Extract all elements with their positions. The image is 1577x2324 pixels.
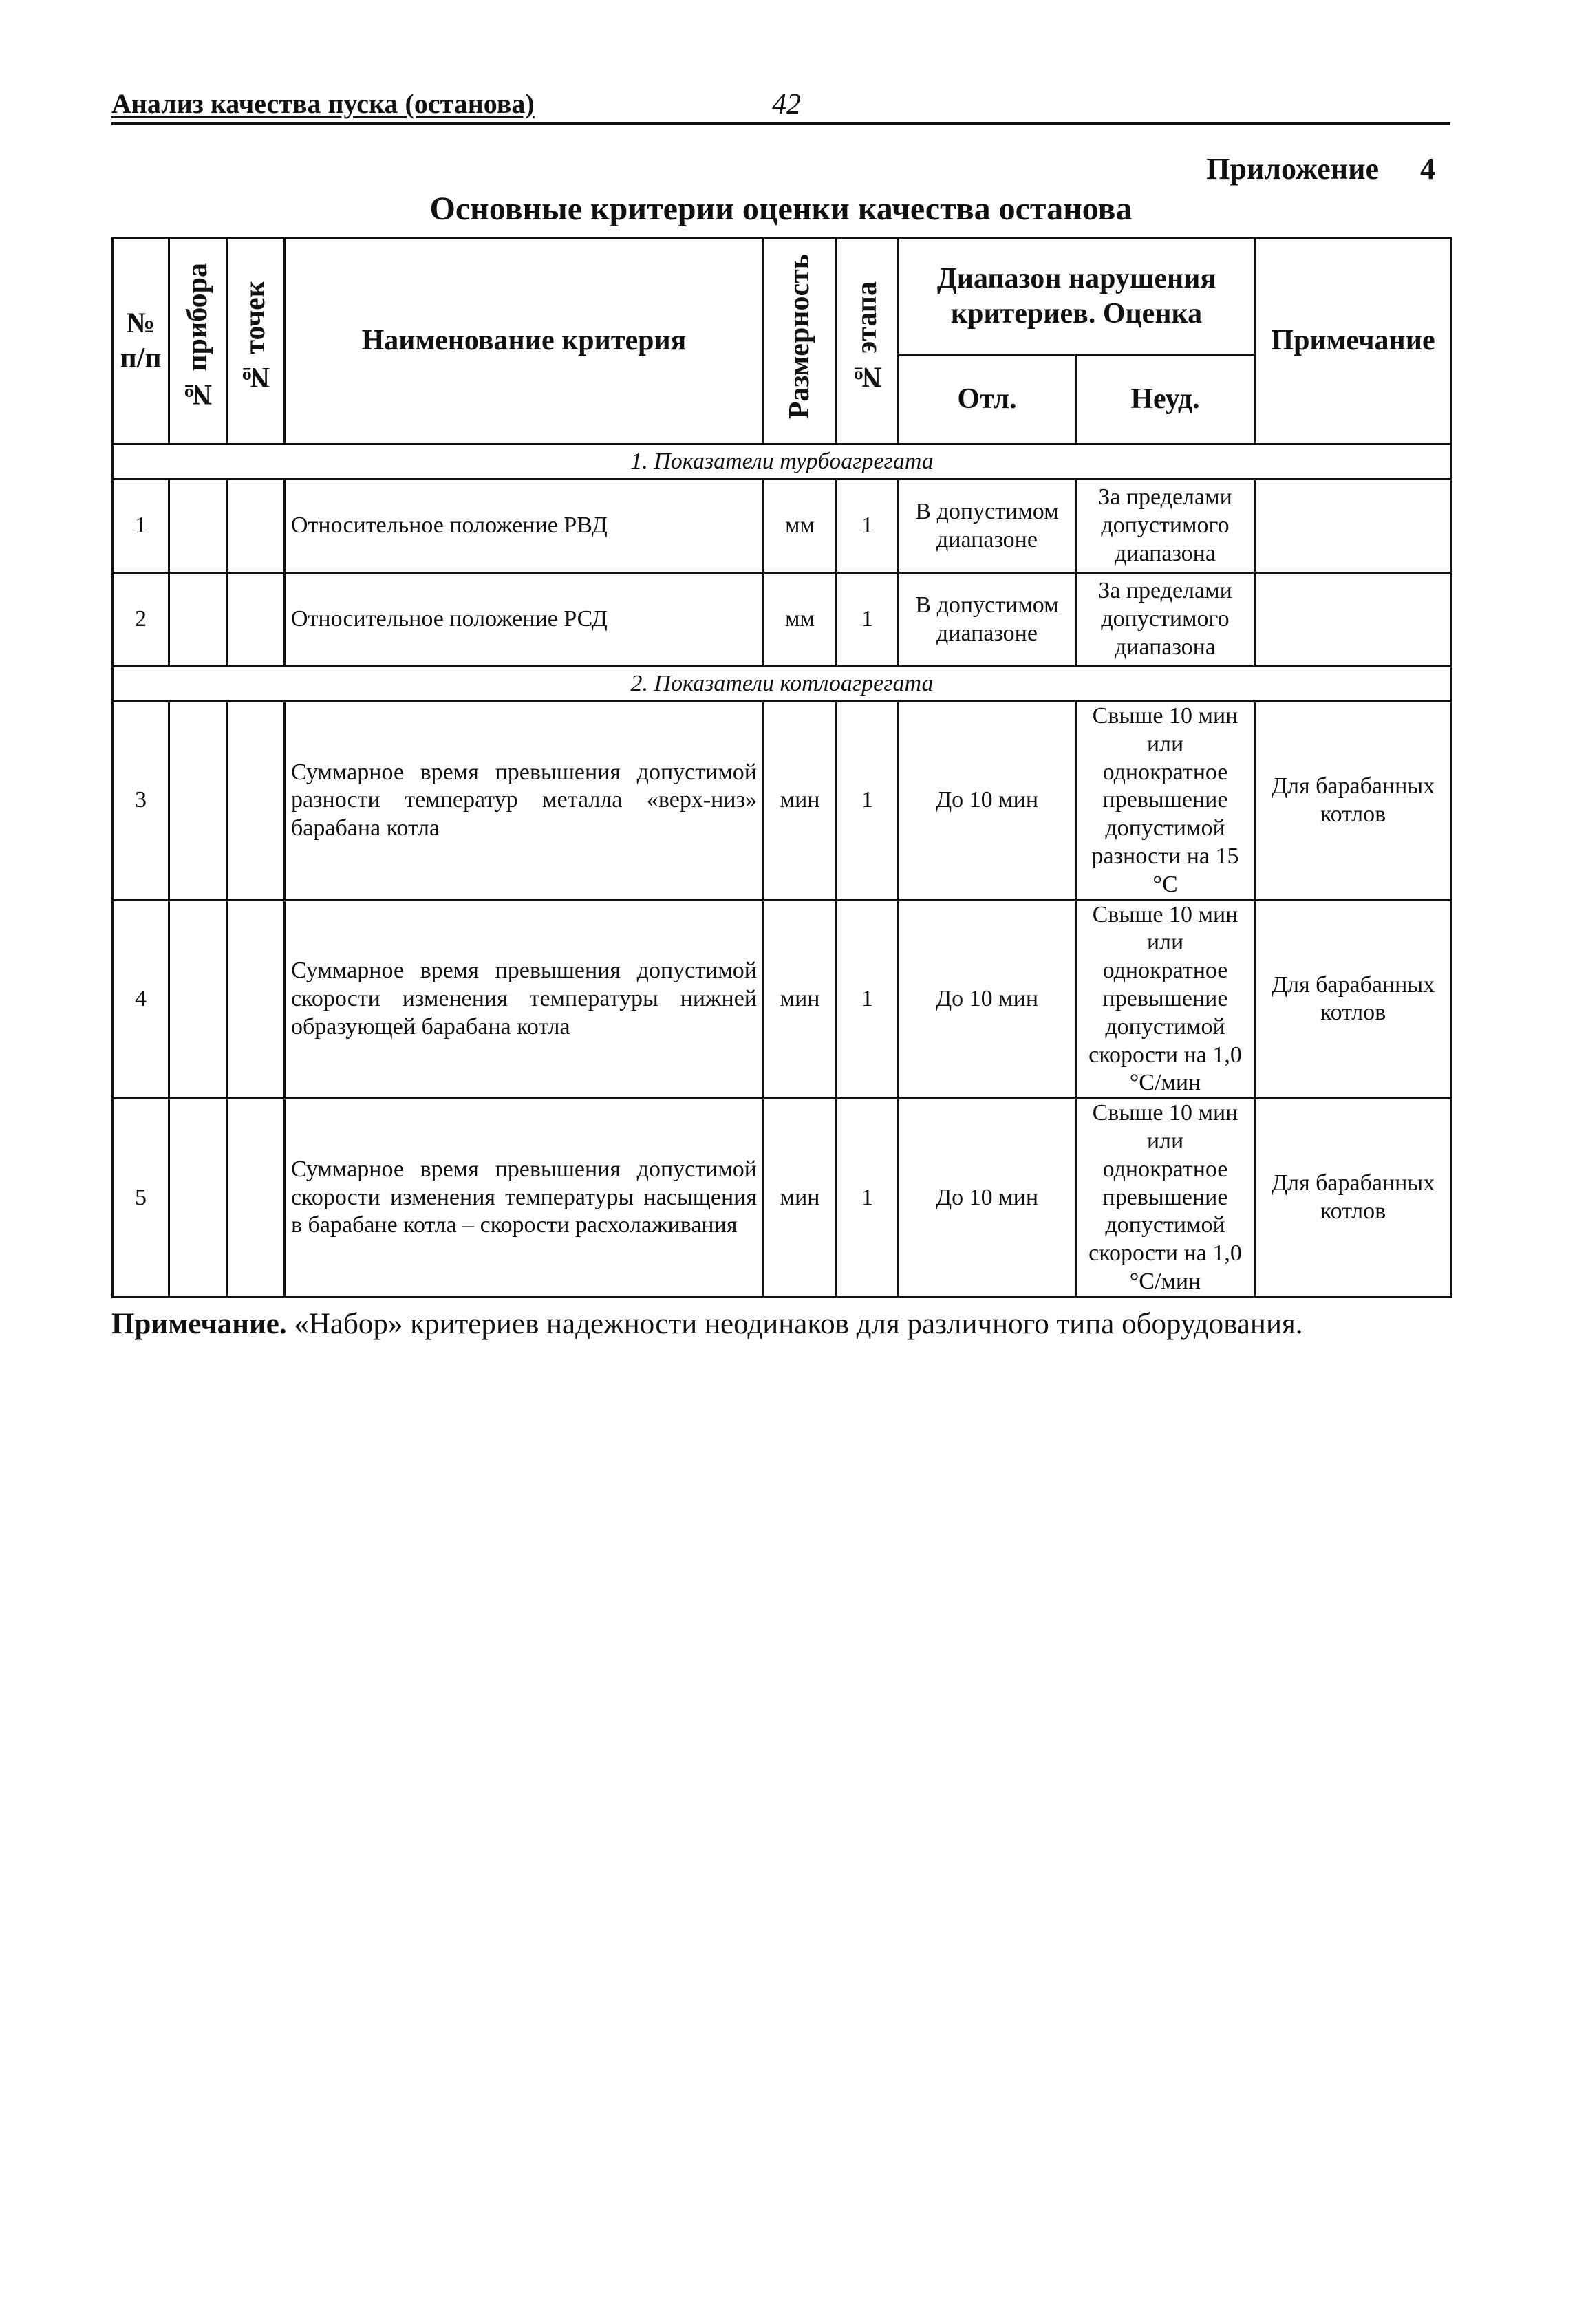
cell-name: Суммарное время превышения допустимой скорости изменения температуры насыщения в барабане котла – скорости расхолаживания <box>285 1099 764 1298</box>
running-title: Анализ качества пуска (останова) <box>111 88 535 119</box>
section-row <box>113 667 1452 702</box>
header-unsatisfactory: Неуд. <box>1076 355 1255 444</box>
cell-unsatisfactory: Свыше 10 мин или однократное превышение допустимой скорости на 1,0 °С/мин <box>1076 1099 1255 1298</box>
cell-stage: 1 <box>837 900 899 1099</box>
cell-stage: 1 <box>837 1099 899 1298</box>
cell-unit: мм <box>764 573 837 667</box>
cell-num: 4 <box>113 900 169 1099</box>
criteria-table <box>111 237 1452 1298</box>
header-unit: Размерность <box>764 238 837 444</box>
cell-name: Суммарное время превышения допустимой разности температур металла «верх-низ» барабана котла <box>285 702 764 901</box>
cell-stage: 1 <box>837 702 899 901</box>
footnote-label: Примечание. <box>111 1308 287 1340</box>
cell-unit: мин <box>764 1099 837 1298</box>
cell-stage: 1 <box>837 480 899 573</box>
table-row <box>113 480 1452 573</box>
table-row <box>113 573 1452 667</box>
table-row <box>113 1099 1452 1298</box>
page-number: 42 <box>772 89 801 120</box>
cell-points <box>227 1099 285 1298</box>
cell-points <box>227 573 285 667</box>
cell-num: 2 <box>113 573 169 667</box>
page-title: Основные критерии оценки качества останова <box>429 191 1133 227</box>
cell-note <box>1255 573 1452 667</box>
cell-name: Относительное положение РВД <box>285 480 764 573</box>
cell-excellent: До 10 мин <box>899 702 1076 901</box>
section-row <box>113 444 1452 480</box>
cell-num: 1 <box>113 480 169 573</box>
cell-device <box>169 480 227 573</box>
header-device: № прибора <box>169 238 227 444</box>
appendix-number: 4 <box>1420 152 1435 186</box>
header-points: № точек <box>227 238 285 444</box>
footnote <box>111 1307 1450 1341</box>
cell-name: Суммарное время превышения допустимой скорости изменения температуры нижней образующей барабана котла <box>285 900 764 1099</box>
cell-name: Относительное положение РСД <box>285 573 764 667</box>
cell-device <box>169 1099 227 1298</box>
cell-unit: мм <box>764 480 837 573</box>
section-title: 2. Показатели котлоагрегата <box>113 667 1452 702</box>
table-row <box>113 900 1452 1099</box>
page-header <box>111 81 1450 125</box>
cell-note: Для барабанных котлов <box>1255 900 1452 1099</box>
cell-note <box>1255 480 1452 573</box>
header-excellent: Отл. <box>899 355 1076 444</box>
cell-stage: 1 <box>837 573 899 667</box>
cell-excellent: В допустимом диапазоне <box>899 573 1076 667</box>
cell-note: Для барабанных котлов <box>1255 702 1452 901</box>
cell-device <box>169 573 227 667</box>
cell-note: Для барабанных котлов <box>1255 1099 1452 1298</box>
cell-excellent: До 10 мин <box>899 1099 1076 1298</box>
cell-excellent: До 10 мин <box>899 900 1076 1099</box>
cell-excellent: В допустимом диапазоне <box>899 480 1076 573</box>
cell-unit: мин <box>764 702 837 901</box>
cell-unsatisfactory: Свыше 10 мин или однократное превышение допустимой разности на 15 °С <box>1076 702 1255 901</box>
cell-unit: мин <box>764 900 837 1099</box>
header-stage: № этапа <box>837 238 899 444</box>
section-title: 1. Показатели турбоагрегата <box>113 444 1452 480</box>
cell-points <box>227 480 285 573</box>
cell-num: 5 <box>113 1099 169 1298</box>
cell-unsatisfactory: За пределами допустимого диапазона <box>1076 573 1255 667</box>
cell-unsatisfactory: За пределами допустимого диапазона <box>1076 480 1255 573</box>
cell-device <box>169 900 227 1099</box>
header-range: Диапазон нарушения критериев. Оценка <box>899 238 1255 355</box>
cell-unsatisfactory: Свыше 10 мин или однократное превышение допустимой скорости на 1,0 °С/мин <box>1076 900 1255 1099</box>
table-row <box>113 702 1452 901</box>
header-num: № п/п <box>113 238 169 444</box>
header-name: Наименование критерия <box>285 238 764 444</box>
cell-device <box>169 702 227 901</box>
footnote-text: «Набор» критериев надежности неодинаков для различного типа оборудования. <box>286 1308 1303 1340</box>
header-note: Примечание <box>1255 238 1452 444</box>
cell-points <box>227 702 285 901</box>
cell-num: 3 <box>113 702 169 901</box>
appendix-label <box>1206 151 1435 186</box>
appendix-word: Приложение <box>1206 152 1379 186</box>
cell-points <box>227 900 285 1099</box>
